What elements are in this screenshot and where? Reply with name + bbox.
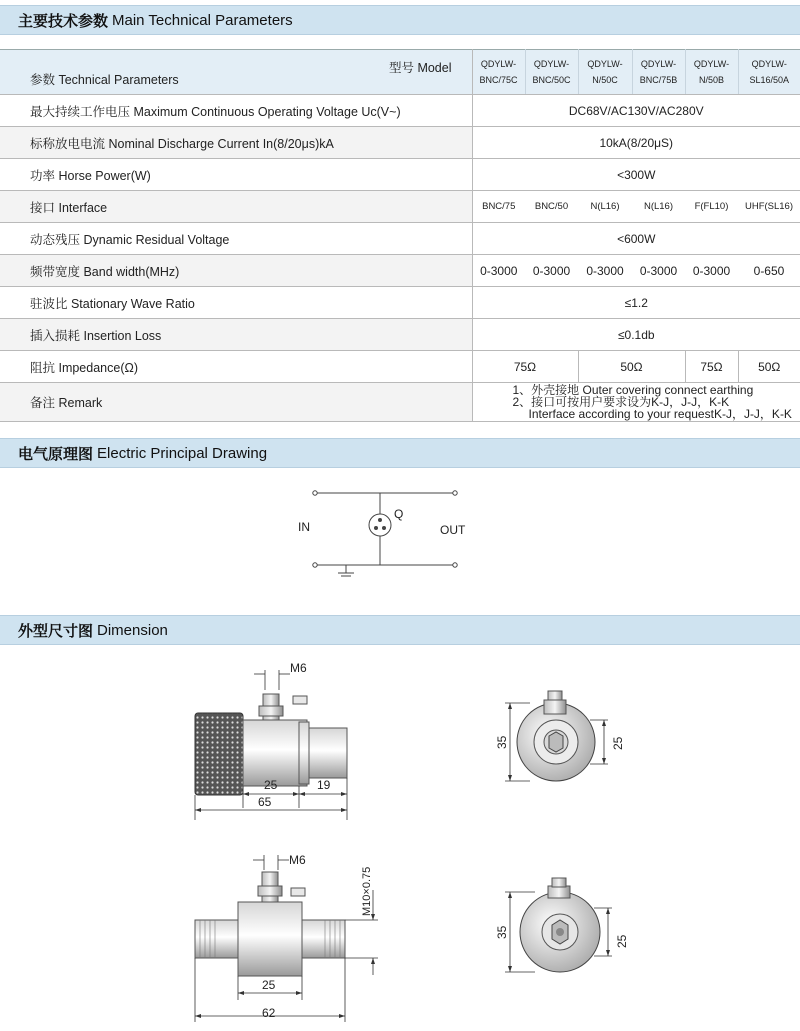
table-header-row [0,50,800,95]
table-row [0,95,800,127]
table-row [0,127,800,159]
knurled-nut [195,713,243,795]
schematic-q-label: Q [394,507,404,521]
section-header-main-parameters [0,5,800,35]
model-header-cell: QDYLW- N/50B [685,50,738,95]
terminal-icon [453,491,457,495]
row-label: 阻抗 Impedance(Ω) [0,351,472,383]
section-title-en: Main Technical Parameters [112,11,293,29]
row-value: N(L16) [578,191,632,223]
model-header-cell: QDYLW- N/50C [578,50,632,95]
dim-m10-label: M10×0.75 [361,866,373,916]
row-value: 75Ω [472,351,578,383]
row-value: 0-650 [738,255,800,287]
row-value: F(FL10) [685,191,738,223]
model-header-cell: QDYLW- BNC/75C [472,50,525,95]
row-label: 动态残压 Dynamic Residual Voltage [0,223,472,255]
row-label: 插入损耗 Insertion Loss [0,319,472,351]
row-label: 最大持续工作电压 Maximum Continuous Operating Voltage Uc(V~) [0,95,472,127]
schematic-in-label: IN [298,520,310,534]
row-value: <600W [472,223,800,255]
header-cell-parameters [0,50,472,95]
connector-left [195,920,238,958]
model-header-cell: QDYLW- SL16/50A [738,50,800,95]
table-row [0,319,800,351]
section-header-electric [0,438,800,468]
section-title-en: Dimension [97,621,168,639]
dim-25-label: 25 [262,978,276,992]
q-dot [374,526,378,530]
row-value: 0-3000 [578,255,632,287]
row-value: N(L16) [632,191,685,223]
connector-right [307,728,347,778]
terminal-icon [313,563,317,567]
dim-m6-label: M6 [289,853,306,867]
row-value: 10kA(8/20μS) [472,127,800,159]
row-value: 0-3000 [685,255,738,287]
param-header: 参数 Technical Parameters [30,73,179,87]
table-row [0,383,800,422]
q-dot [378,518,382,522]
dim-25-label: 25 [264,778,278,792]
row-label: 标称放电电流 Nominal Discharge Current In(8/20μs)kA [0,127,472,159]
technical-parameters-table [0,49,800,422]
row-value: DC68V/AC130V/AC280V [472,95,800,127]
body [238,902,302,976]
table-row [0,255,800,287]
table-row [0,351,800,383]
row-value: 50Ω [578,351,685,383]
row-value: 0-3000 [525,255,578,287]
model-header-cell: QDYLW- BNC/75B [632,50,685,95]
top-end-view [517,691,595,781]
row-value: BNC/50 [525,191,578,223]
dim-25b-label: 25 [615,934,629,948]
row-value: 0-3000 [472,255,525,287]
row-label: 频带宽度 Band width(MHz) [0,255,472,287]
dim-65-label: 65 [258,795,272,809]
connector-right [302,920,345,958]
section-title-cn: 外型尺寸图 [18,622,94,640]
dim-62-label: 62 [262,1006,276,1020]
bottom-side-view [195,872,345,976]
table-row [0,159,800,191]
row-value: UHF(SL16) [738,191,800,223]
terminal-icon [453,563,457,567]
terminal-icon [313,491,317,495]
section-header-dimension [0,615,800,645]
section-title-cn: 主要技术参数 [18,12,109,30]
row-value: 75Ω [685,351,738,383]
row-value: BNC/75 [472,191,525,223]
dimension-drawings [0,650,800,1031]
body [243,720,307,786]
q-device [369,514,391,536]
table-row [0,223,800,255]
row-label: 接口 Interface [0,191,472,223]
row-label: 功率 Horse Power(W) [0,159,472,191]
dim-25b-label: 25 [611,736,625,750]
row-label: 备注 Remark [0,383,472,422]
schematic-out-label: OUT [440,523,466,537]
remark-text: 1、外壳接地 Outer covering connect earthing 2、接口可按用户要求设为K-J，J-J，K-K Interface according to your requestK-J，J-J，K-K [472,383,800,422]
q-dot [382,526,386,530]
model-header: 型号 Model [388,61,452,75]
dim-35-label: 35 [495,735,509,749]
dim-35-label: 35 [495,925,509,939]
row-label: 驻波比 Stationary Wave Ratio [0,287,472,319]
model-header-cell: QDYLW- BNC/50C [525,50,578,95]
row-value: 0-3000 [632,255,685,287]
row-value: ≤0.1db [472,319,800,351]
table-row [0,287,800,319]
row-value: <300W [472,159,800,191]
section-title-en: Electric Principal Drawing [97,444,268,462]
section-title-cn: 电气原理图 [18,445,94,463]
electric-schematic [0,480,800,590]
table-row [0,191,800,223]
row-value: 50Ω [738,351,800,383]
dim-19-label: 19 [317,778,331,792]
dim-m6-label: M6 [290,661,307,675]
row-value: ≤1.2 [472,287,800,319]
